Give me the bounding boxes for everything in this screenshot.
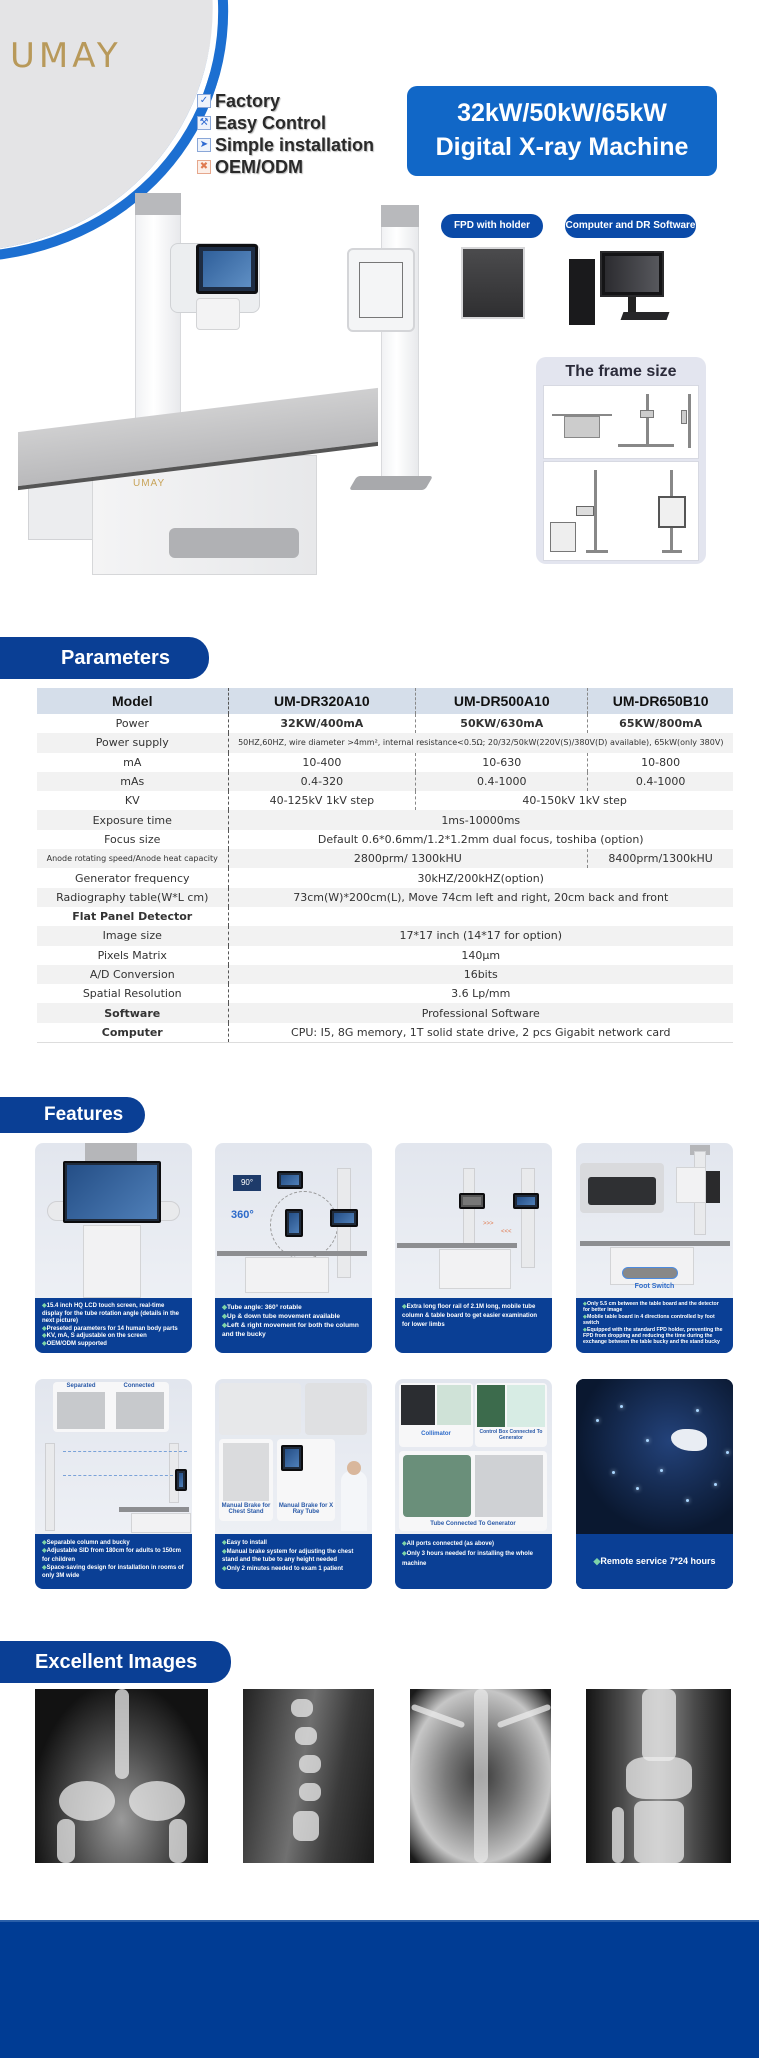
feature-caption [576,1298,733,1353]
rotation-arc-icon [270,1191,338,1259]
feature-bullet: ◆ Up & down tube movement available [222,1312,365,1321]
table-row-ma [37,753,733,772]
features-section-tab: Features [0,1097,145,1133]
table-row-power-supply [37,733,733,752]
feature-bullet: ◆ Manual brake system for adjusting the chest stand and the tube to any height needed [222,1548,365,1565]
row-value: 8400prm/1300kHU [588,849,733,868]
feature-image-rotation [215,1143,372,1298]
table-row-radiography-table [37,888,733,907]
feature-caption [395,1298,552,1353]
row-value: 17*17 inch (14*17 for option) [228,926,733,945]
feature-bullet: ◆ Extra long floor rail of 2.1M long, mobile tube column & table board to get easier examination for lower limbs [402,1303,545,1330]
feature-card-remote-service [576,1379,733,1589]
feature-image-separable [35,1379,192,1534]
chest-stand-cap [381,205,419,227]
row-label: mA [37,753,228,772]
pc-monitor-stand [628,297,636,313]
row-value: 10-630 [416,753,588,772]
table-row-mas [37,772,733,791]
tube-column-cap [135,193,181,215]
row-label: Exposure time [37,810,228,829]
row-value: 0.4-1000 [588,772,733,791]
row-value: 50HZ,60HZ, wire diameter >4mm², internal resistance<0.5Ω; 20/32/50kW(220V(S)/380V(D) available), 65kW(only 380V) [228,733,733,752]
row-label: Software [37,1003,228,1022]
table-row-computer [37,1023,733,1042]
feature-caption [35,1298,192,1353]
table-header-row [37,688,733,714]
feature-card-touchscreen [35,1143,192,1353]
arrow-right-icon: >>> [483,1221,494,1227]
feature-caption [576,1534,733,1589]
arrow-left-icon: <<< [501,1229,512,1235]
row-value: 10-800 [641,755,681,769]
parameters-section-tab: Parameters [0,637,209,679]
row-value: 50KW/630mA [416,714,588,733]
header-cell-model-1: UM-DR320A10 [228,688,416,714]
world-map-image [576,1379,733,1534]
hero-feature-factory [197,90,374,112]
row-value: 0.4-320 [228,772,416,791]
frame-drawing-front [543,461,699,561]
row-value: Default 0.6*0.6mm/1.2*1.2mm dual focus, toshiba (option) [317,832,644,846]
feature-caption [35,1534,192,1589]
header-cell-model-3: UM-DR650B10 [588,688,733,714]
paper-plane-icon: ➤ [197,138,211,152]
feature-card-manual-brake [215,1379,372,1589]
feature-bullet: ◆ Remote service 7*24 hours [594,1558,716,1566]
row-value [228,907,733,926]
table-row-spatial-resolution [37,984,733,1003]
table-row-power [37,714,733,733]
row-value: 140μm [461,948,501,962]
foot-switch-image [622,1267,678,1279]
fpd-holder-image [706,1171,720,1203]
row-value: 32KW/400mA [228,714,416,733]
table-slot [169,528,299,558]
angle-readout: 90° [233,1175,261,1191]
hero-feature-label: Simple installation [215,134,375,155]
feature-card-separable [35,1379,192,1589]
row-value: 3.6 Lp/mm [451,987,511,1001]
feature-caption [215,1534,372,1589]
frame-size-title: The frame size [565,363,677,380]
feature-bullet: ◆ Tube angle: 360° rotable [222,1303,365,1312]
foot-switch-label: Foot Switch [634,1283,675,1290]
feature-bullet: ◆ Only 3 hours needed for installing the whole machine [402,1549,545,1569]
china-map-shape [671,1429,707,1451]
feature-bullet: ◆ Mobile table board in 4 directions controlled by foot switch [583,1314,726,1327]
header-cell-model-2: UM-DR500A10 [416,688,588,714]
separated-label: Separated [66,1383,96,1389]
feature-image-manual-brake [215,1379,372,1534]
row-label: mAs [37,772,228,791]
row-value: 30kHZ/200kHZ(option) [417,871,544,885]
shield-check-icon: ✓ [197,94,211,108]
hero-banner [0,0,759,590]
table-row-flat-panel-detector [37,907,733,926]
product-title-box [407,86,717,176]
feature-bullet: ◆ Adjustable SID from 180cm for adults to 150cm for children [42,1547,185,1564]
row-label: Power supply [37,733,228,752]
row-value: 0.4-1000 [416,772,588,791]
feature-bullet: ◆ OEM/ODM supported [42,1341,185,1349]
manual-brake-chest-label: Manual Brake for Chest Stand [221,1503,271,1515]
row-label: Flat Panel Detector [37,907,228,926]
row-label: Computer [37,1023,228,1042]
row-label: Spatial Resolution [37,984,228,1003]
row-label: Anode rotating speed/Anode heat capacity [37,849,228,868]
feature-card-floor-rail [395,1143,552,1353]
keyboard-image [621,312,670,320]
detector-tray-image [588,1177,656,1205]
hero-feature-oem-odm [197,156,374,178]
table-row-exposure-time [37,810,733,829]
table-row-kv [37,791,733,810]
row-label: Pixels Matrix [37,946,228,965]
footer-band [0,1920,759,2058]
product-title-name: Digital X-ray Machine [435,133,689,161]
chest-stand-foot [349,476,433,490]
control-box-label: Control Box Connected To Generator [479,1429,543,1441]
brand-logo[interactable]: UMAY [10,36,122,76]
header-cell-model: Model [37,688,228,714]
row-label: Focus size [37,830,228,849]
row-value: 16bits [228,965,733,984]
feature-bullet: ◆ Preseted parameters for 14 human body parts [42,1326,185,1334]
pencil-ruler-icon: ✖ [197,160,211,174]
row-value: 40-125kV 1kV step [228,791,416,810]
hero-feature-list [197,90,374,178]
feature-card-foot-switch [576,1143,733,1353]
feature-card-ports [395,1379,552,1589]
hero-feature-simple-installation [197,134,374,156]
tube-generator-label: Tube Connected To Generator [430,1521,516,1527]
hero-feature-label: Easy Control [215,112,327,133]
pc-tower-image [569,259,595,325]
row-value: 10-400 [228,753,416,772]
hero-feature-label: OEM/ODM [215,156,303,177]
manual-brake-tube-label: Manual Brake for X Ray Tube [278,1503,334,1515]
row-value: 1ms-10000ms [228,810,733,829]
feature-image-floor-rail [395,1143,552,1298]
fpd-label-pill: FPD with holder [441,214,543,238]
chest-pa-xray [410,1689,551,1863]
feature-bullet: ◆ Only 2 minutes needed to exam 1 patient [222,1565,365,1574]
table-row-anode [37,849,733,868]
feature-card-rotation [215,1143,372,1353]
table-row-focus-size [37,830,733,849]
chest-stand-column [381,205,419,485]
row-value: 40-150kV 1kV step [522,794,627,808]
feature-caption [395,1534,552,1589]
row-value: 73cm(W)*200cm(L), Move 74cm left and right, 20cm back and front [228,888,733,907]
row-value: 65KW/800mA [619,717,703,731]
doctor-image [341,1471,367,1531]
row-value: CPU: I5, 8G memory, 1T solid state drive, 2 pcs Gigabit network card [228,1023,733,1042]
feature-image-foot-switch [576,1143,733,1298]
lumbar-spine-lateral-xray [243,1689,374,1863]
rotation-angle-label: 360° [231,1209,254,1221]
collimator-label: Collimator [421,1431,451,1437]
table-row-image-size [37,926,733,945]
table-row-software [37,1003,733,1022]
collimator [196,298,240,330]
table-brand-label: UMAY [133,478,166,489]
row-label: Image size [37,926,228,945]
row-label: Power [37,714,228,733]
feature-image-ports [395,1379,552,1534]
feature-bullet: ◆ Space-saving design for installation in rooms of only 3M wide [42,1564,185,1581]
touch-console [196,244,258,294]
pc-monitor-image [600,251,664,297]
row-label: Radiography table(W*L cm) [37,888,228,907]
hero-feature-easy-control [197,112,374,134]
table-row-pixels-matrix [37,946,733,965]
feature-bullet: ◆ Easy to install [222,1539,365,1548]
table-row-generator-frequency [37,868,733,887]
row-value: 2800prm/ 1300kHU [228,849,588,868]
feature-bullet: ◆ Equipped with the standard FPD holder, preventing the FPD from dropping and reducing the time during the exchange between the table bucky and the stand bucky [583,1327,726,1346]
chest-stand-bucky [347,248,415,332]
feature-bullet: ◆ Separable column and bucky [42,1539,185,1547]
flat-panel-detector-image [461,247,525,319]
knee-ap-xray [586,1689,731,1863]
pelvis-abdomen-xray [35,1689,208,1863]
excellent-images-section-tab: Excellent Images [0,1641,231,1683]
feature-bullet: ◆ All ports connected (as above) [402,1539,545,1549]
table-row-ad-conversion [37,965,733,984]
row-label: KV [37,791,228,810]
computer-label-pill: Computer and DR Software [565,214,696,238]
connected-label: Connected [123,1383,155,1389]
feature-bullet: ◆ Only 5.5 cm between the table board and the detector for better image [583,1301,726,1314]
feature-bullet: ◆ Left & right movement for both the column and the bucky [222,1321,365,1339]
parameters-table [37,688,733,1043]
row-label: A/D Conversion [37,965,228,984]
tools-icon: ⚒ [197,116,211,130]
feature-image-touchscreen [35,1143,192,1298]
feature-caption [215,1298,372,1353]
row-label: Generator frequency [37,868,228,887]
row-value: Professional Software [228,1003,733,1022]
hero-feature-label: Factory [215,90,281,111]
frame-drawing-side [543,385,699,459]
frame-size-box [536,357,706,564]
product-title-power: 32kW/50kW/65kW [457,99,667,127]
feature-bullet: ◆ KV, mA, S adjustable on the screen [42,1333,185,1341]
feature-bullet: ◆ 15.4 inch HQ LCD touch screen, real-time display for the tube rotation angle (details in the next picture) [42,1303,185,1326]
